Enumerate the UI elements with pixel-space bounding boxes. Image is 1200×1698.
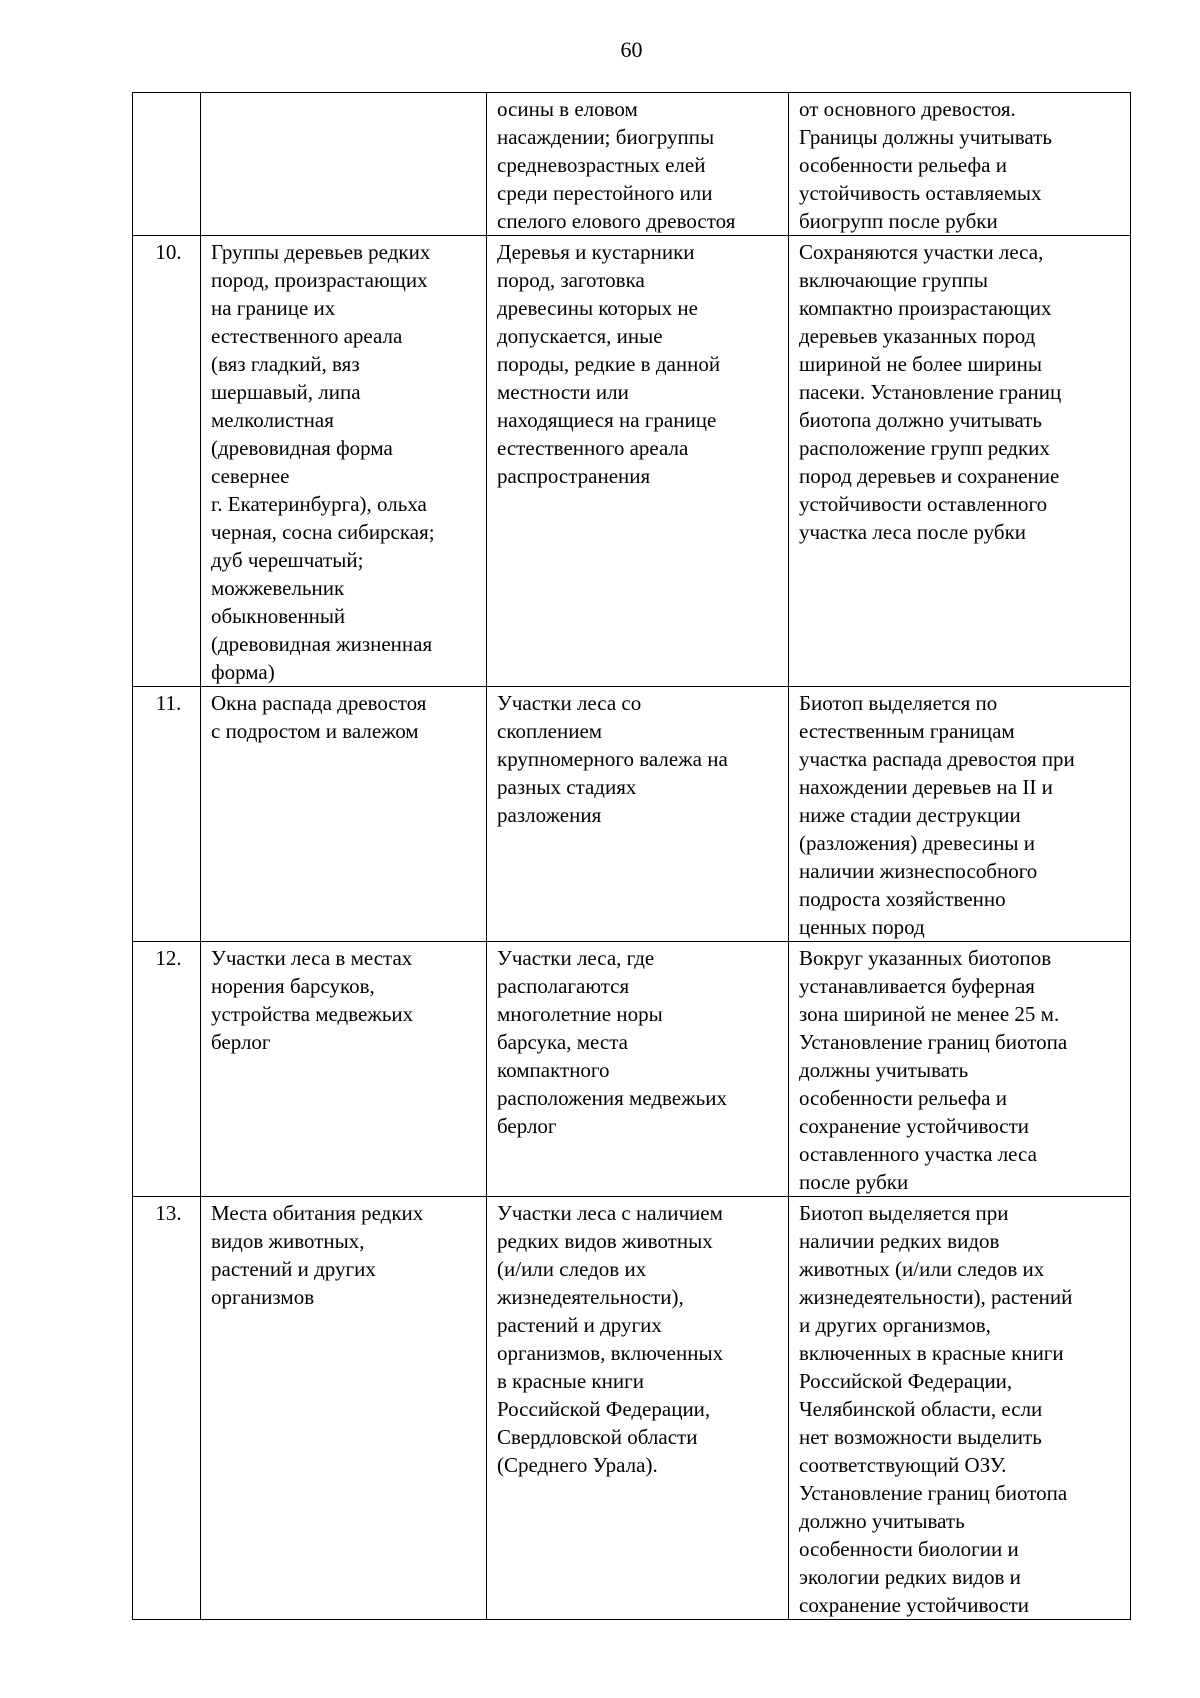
text-line: барсука, места — [497, 1030, 628, 1054]
requirements-cell — [789, 687, 1131, 942]
text-line: Вокруг указанных биотопов — [799, 946, 1052, 970]
text-line: (древовидная форма — [211, 436, 393, 460]
text-line: подроста хозяйственно — [799, 887, 1006, 911]
text-line: и других организмов, — [799, 1313, 991, 1337]
text-line: сохранение устойчивости — [799, 1593, 1030, 1617]
row-number-cell: 13. — [133, 1197, 201, 1620]
text-line: включенных в красные книги — [799, 1341, 1064, 1365]
text-line: редких видов животных — [497, 1229, 713, 1253]
row-number-cell: 10. — [133, 236, 201, 687]
text-line: пасеки. Установление границ — [799, 380, 1062, 404]
table-row — [133, 687, 1131, 942]
text-line: насаждении; биогруппы — [497, 125, 715, 149]
text-line: после рубки — [799, 1170, 909, 1194]
text-line: наличии редких видов — [799, 1229, 1000, 1253]
text-line: естественного ареала — [211, 324, 403, 348]
text-line: в красные книги — [497, 1369, 644, 1393]
text-line: Свердловской области — [497, 1425, 698, 1449]
text-line: устойчивость оставляемых — [799, 181, 1042, 205]
text-line: пород, произрастающих — [211, 268, 428, 292]
text-line: (и/или следов их — [497, 1257, 647, 1281]
text-line: Участки леса с наличием — [497, 1201, 723, 1225]
text-line: жизнедеятельности), — [497, 1285, 684, 1309]
text-line: норения барсуков, — [211, 974, 375, 998]
text-line: растений и других — [211, 1257, 376, 1281]
text-line: компактного — [497, 1058, 610, 1082]
requirements-cell — [789, 942, 1131, 1197]
text-line: можжевельник — [211, 576, 345, 600]
text-line: расположения медвежьих — [497, 1086, 727, 1110]
biotope-name-cell — [201, 93, 487, 236]
text-line: устойчивости оставленного — [799, 492, 1048, 516]
text-line: осины в еловом — [497, 97, 638, 121]
text-line: берлог — [211, 1030, 271, 1054]
text-line: Биотоп выделяется по — [799, 691, 998, 715]
text-line: Участки леса, где — [497, 946, 655, 970]
criteria-cell — [487, 236, 789, 687]
text-line: пород деревьев и сохранение — [799, 464, 1060, 488]
text-line: естественного ареала — [497, 436, 689, 460]
text-line: Места обитания редких — [211, 1201, 424, 1225]
text-line: оставленного участка леса — [799, 1142, 1037, 1166]
table-body — [133, 93, 1131, 1620]
text-line: ценных пород — [799, 915, 925, 939]
requirements-cell — [789, 1197, 1131, 1620]
text-line: спелого елового древостоя — [497, 209, 736, 233]
criteria-cell — [487, 687, 789, 942]
requirements-cell — [789, 93, 1131, 236]
text-line: Группы деревьев редких — [211, 240, 431, 264]
text-line: на границе их — [211, 296, 336, 320]
text-line: нет возможности выделить — [799, 1425, 1042, 1449]
text-line: дуб черешчатый; — [211, 548, 364, 572]
text-line: среди перестойного или — [497, 181, 713, 205]
table-row — [133, 1197, 1131, 1620]
text-line: устанавливается буферная — [799, 974, 1035, 998]
biotope-table — [132, 92, 1131, 1620]
text-line: мелколистная — [211, 408, 334, 432]
biotope-name-cell — [201, 1197, 487, 1620]
text-line: Российской Федерации, — [799, 1369, 1013, 1393]
text-line: местности или — [497, 380, 629, 404]
row-number-cell: 11. — [133, 687, 201, 942]
text-line: устройства медвежьих — [211, 1002, 414, 1026]
text-line: биотопа должно учитывать — [799, 408, 1042, 432]
text-line: должно учитывать — [799, 1509, 965, 1533]
text-line: должны учитывать — [799, 1058, 969, 1082]
text-line: включающие группы — [799, 268, 988, 292]
row-number-cell — [133, 93, 201, 236]
text-line: компактно произрастающих — [799, 296, 1052, 320]
text-line: (Среднего Урала). — [497, 1453, 658, 1477]
table-row — [133, 942, 1131, 1197]
text-line: особенности рельефа и — [799, 1086, 1007, 1110]
text-line: берлог — [497, 1114, 557, 1138]
text-line: (вяз гладкий, вяз — [211, 352, 360, 376]
text-line: растений и других — [497, 1313, 662, 1337]
text-line: наличии жизнеспособного — [799, 859, 1038, 883]
text-line: Участки леса в местах — [211, 946, 413, 970]
text-line: нахождении деревьев на II и — [799, 775, 1053, 799]
text-line: (разложения) древесины и — [799, 831, 1036, 855]
text-line: Границы должны учитывать — [799, 125, 1052, 149]
text-line: экологии редких видов и — [799, 1565, 1021, 1589]
text-line: биогрупп после рубки — [799, 209, 998, 233]
text-line: животных (и/или следов их — [799, 1257, 1045, 1281]
text-line: древесины которых не — [497, 296, 698, 320]
text-line: организмов, включенных — [497, 1341, 724, 1365]
text-line: породы, редкие в данной — [497, 352, 721, 376]
text-line: форма) — [211, 660, 275, 684]
text-line: средневозрастных елей — [497, 153, 706, 177]
text-line: севернее — [211, 464, 290, 488]
text-line: пород, заготовка — [497, 268, 645, 292]
text-line: крупномерного валежа на — [497, 747, 728, 771]
text-line: Установление границ биотопа — [799, 1030, 1068, 1054]
criteria-cell — [487, 1197, 789, 1620]
requirements-cell — [789, 236, 1131, 687]
text-line: расположение групп редких — [799, 436, 1050, 460]
table-row — [133, 93, 1131, 236]
text-line: располагаются — [497, 974, 630, 998]
text-line: Биотоп выделяется при — [799, 1201, 1009, 1225]
text-line: шершавый, липа — [211, 380, 361, 404]
page-number: 60 — [620, 37, 643, 62]
text-line: скоплением — [497, 719, 603, 743]
text-line: (древовидная жизненная — [211, 632, 433, 656]
biotope-name-cell — [201, 942, 487, 1197]
text-line: разложения — [497, 803, 602, 827]
biotope-name-cell — [201, 687, 487, 942]
biotope-name-cell — [201, 236, 487, 687]
text-line: участка леса после рубки — [799, 520, 1027, 544]
text-line: Деревья и кустарники — [497, 240, 695, 264]
criteria-cell — [487, 942, 789, 1197]
text-line: распространения — [497, 464, 651, 488]
text-line: сохранение устойчивости — [799, 1114, 1030, 1138]
text-line: Участки леса со — [497, 691, 642, 715]
criteria-cell — [487, 93, 789, 236]
text-line: особенности рельефа и — [799, 153, 1007, 177]
text-line: участка распада древостоя при — [799, 747, 1075, 771]
text-line: Российской Федерации, — [497, 1397, 711, 1421]
text-line: разных стадиях — [497, 775, 637, 799]
table-row — [133, 236, 1131, 687]
text-line: шириной не более ширины — [799, 352, 1042, 376]
text-line: находящиеся на границе — [497, 408, 717, 432]
text-line: с подростом и валежом — [211, 719, 419, 743]
text-line: зона шириной не менее 25 м. — [799, 1002, 1060, 1026]
text-line: видов животных, — [211, 1229, 365, 1253]
text-line: от основного древостоя. — [799, 97, 1016, 121]
text-line: обыкновенный — [211, 604, 346, 628]
text-line: жизнедеятельности), растений — [799, 1285, 1073, 1309]
text-line: организмов — [211, 1285, 315, 1309]
text-line: деревьев указанных пород — [799, 324, 1036, 348]
text-line: соответствующий ОЗУ. — [799, 1453, 1007, 1477]
text-line: ниже стадии деструкции — [799, 803, 1021, 827]
text-line: особенности биологии и — [799, 1537, 1019, 1561]
text-line: г. Екатеринбурга), ольха — [211, 492, 427, 516]
text-line: допускается, иные — [497, 324, 663, 348]
text-line: Установление границ биотопа — [799, 1481, 1068, 1505]
text-line: Окна распада древостоя — [211, 691, 427, 715]
text-line: естественным границам — [799, 719, 1015, 743]
text-line: многолетние норы — [497, 1002, 663, 1026]
text-line: Сохраняются участки леса, — [799, 240, 1044, 264]
text-line: Челябинской области, если — [799, 1397, 1043, 1421]
row-number-cell: 12. — [133, 942, 201, 1197]
text-line: черная, сосна сибирская; — [211, 520, 435, 544]
